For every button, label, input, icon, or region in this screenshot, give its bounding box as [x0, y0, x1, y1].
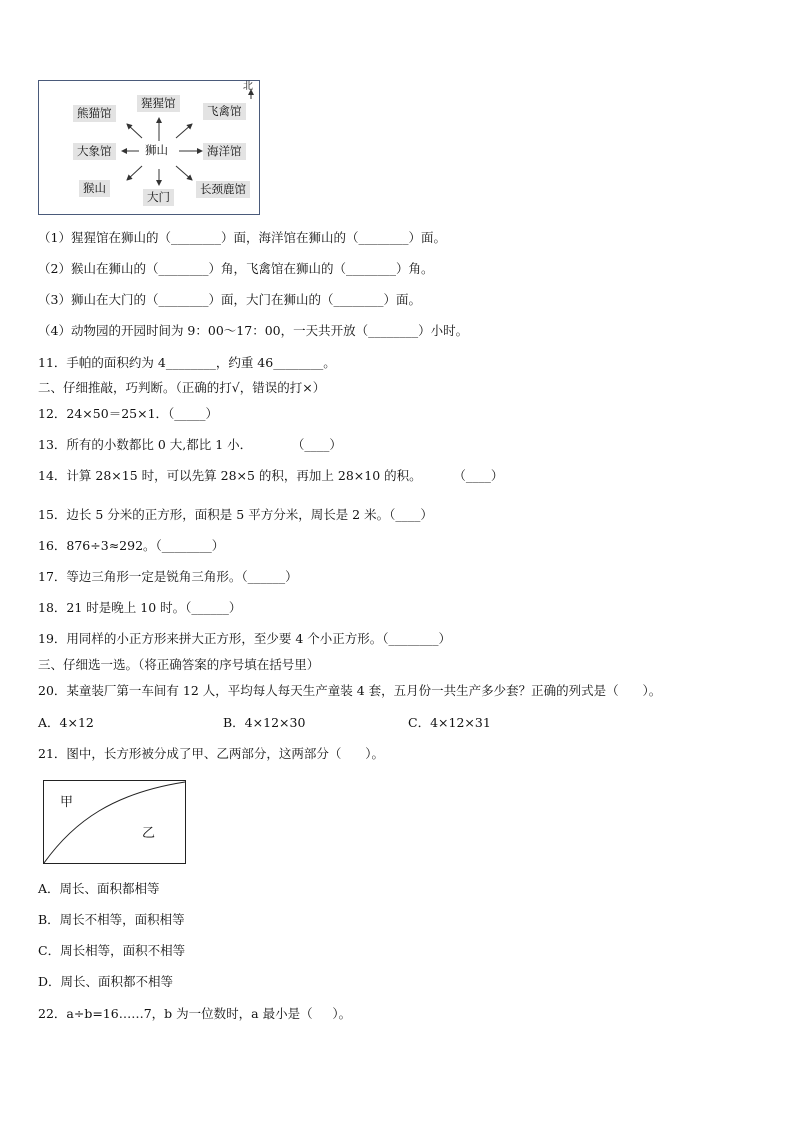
question-14: 14．计算 28×15 时，可以先算 28×5 的积，再加上 28×10 的积。 （____） [38, 468, 504, 483]
region-label-a: 甲 [60, 795, 74, 810]
question-18: 18．21 时是晚上 10 时。（______） [38, 600, 242, 615]
question-10-2: （2）猴山在狮山的（________）角，飞禽馆在狮山的（________）角。 [38, 261, 434, 276]
question-13: 13．所有的小数都比 0 大,都比 1 小． （____） [38, 437, 342, 452]
question-21: 21．图中，长方形被分成了甲、乙两部分，这两部分（ ）。 [38, 746, 384, 761]
rectangle-figure [43, 780, 186, 864]
question-16: 16．876÷3≈292。（________） [38, 538, 225, 553]
question-22: 22．a÷b=16……7，b 为一位数时，a 最小是（ ）。 [38, 1006, 352, 1021]
question-21-option-d: D．周长、面积都不相等 [38, 974, 174, 989]
question-10-4: （4）动物园的开园时间为 9：00～17：00，一天共开放（________）小时。 [38, 323, 469, 338]
arrow-northwest [127, 124, 142, 138]
question-20: 20．某童装厂第一车间有 12 人，平均每人每天生产童装 4 套，五月份一共生产多少套？正确的列式是（ ）。 [38, 683, 662, 698]
question-12: 12．24×50＝25×1．（_____） [38, 406, 219, 421]
question-20-option-b: B．4×12×30 [223, 715, 306, 730]
node-lion-hill: 狮山 [145, 143, 168, 157]
node-orangutan: 猩猩馆 [137, 95, 180, 112]
node-ocean: 海洋馆 [203, 143, 246, 160]
zoo-map [38, 80, 260, 215]
region-label-b: 乙 [142, 826, 156, 841]
question-21-option-c: C．周长相等，面积不相等 [38, 943, 186, 958]
node-aviary: 飞禽馆 [203, 103, 246, 120]
section-2-heading: 二、仔细推敲，巧判断。（正确的打√，错误的打×） [38, 380, 326, 395]
question-17: 17．等边三角形一定是锐角三角形。（______） [38, 569, 298, 584]
question-10-3: （3）狮山在大门的（________）面，大门在狮山的（________）面。 [38, 292, 421, 307]
question-20-option-a: A．4×12 [38, 715, 94, 730]
node-gate: 大门 [143, 189, 174, 206]
question-19: 19．用同样的小正方形来拼大正方形，至少要 4 个小正方形。（________） [38, 631, 452, 646]
arrow-southwest [127, 166, 142, 180]
node-monkey: 猴山 [79, 180, 110, 197]
dividing-curve [44, 781, 187, 865]
arrow-northeast [176, 124, 192, 138]
question-10-1: （1）猩猩馆在狮山的（________）面，海洋馆在狮山的（________）面。 [38, 230, 446, 245]
node-giraffe: 长颈鹿馆 [196, 181, 250, 198]
north-indicator: 北 [243, 81, 253, 92]
node-panda: 熊猫馆 [73, 105, 116, 122]
question-15: 15．边长 5 分米的正方形，面积是 5 平方分米，周长是 2 米。（____） [38, 507, 433, 522]
question-20-option-c: C．4×12×31 [408, 715, 491, 730]
node-elephant: 大象馆 [73, 143, 116, 160]
question-21-option-a: A．周长、面积都相等 [38, 881, 160, 896]
question-21-option-b: B．周长不相等，面积相等 [38, 912, 185, 927]
question-11: 11．手帕的面积约为 4________，约重 46________。 [38, 355, 336, 370]
arrow-southeast [176, 166, 192, 180]
section-3-heading: 三、仔细选一选。（将正确答案的序号填在括号里） [38, 657, 320, 672]
